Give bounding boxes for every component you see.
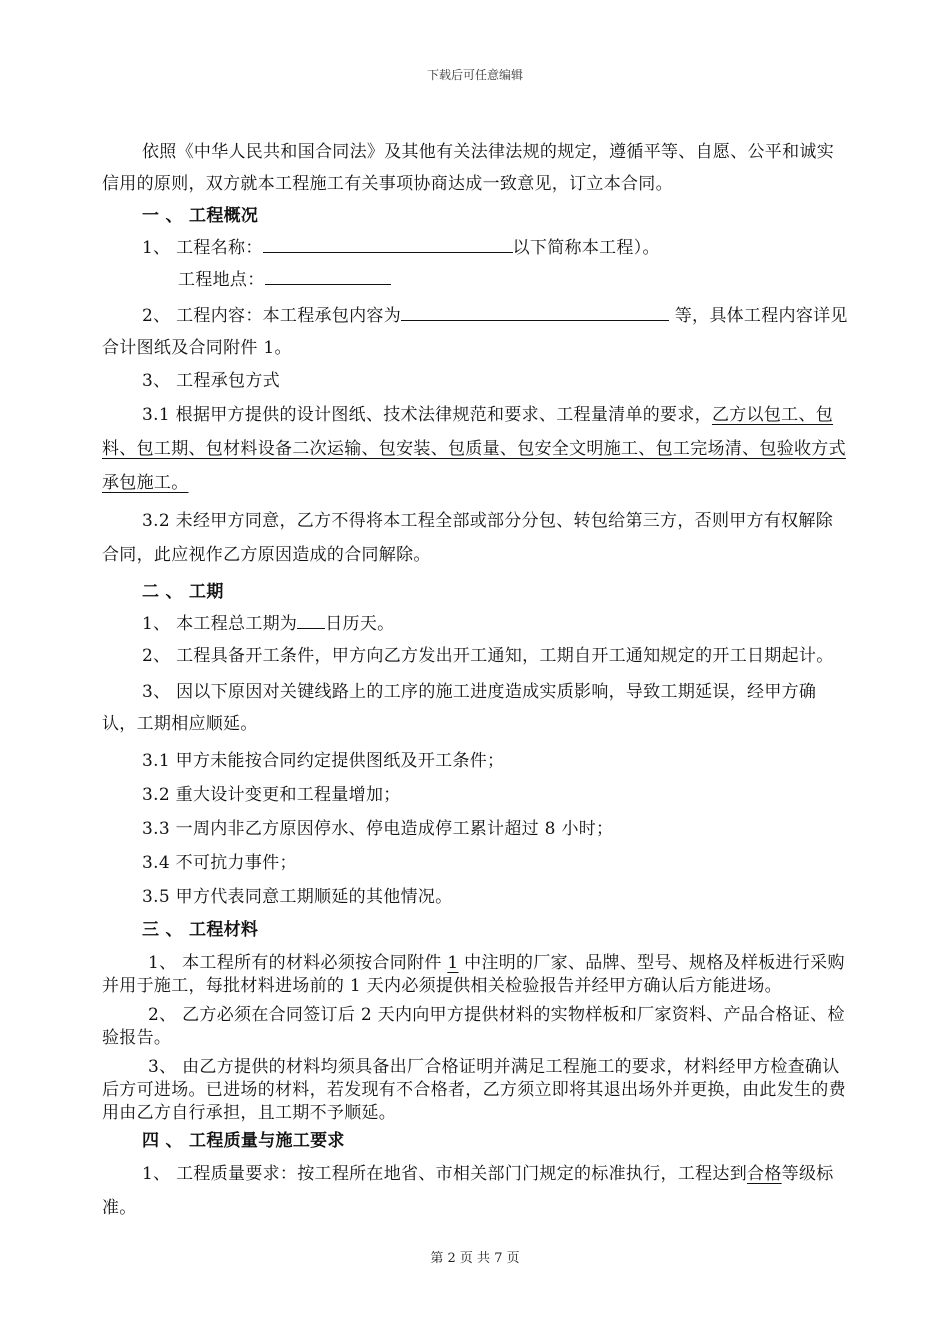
quality-grade: 合格 — [747, 1164, 782, 1184]
materials-clause-1-text: 1、 本工程所有的材料必须按合同附件 — [148, 953, 448, 973]
project-location-label: 工程地点： — [178, 270, 265, 290]
clause-3-1-text: 3.1 根据甲方提供的设计图纸、技术法律规范和要求、工程量清单的要求， — [142, 405, 712, 425]
section-1-title: 一 、 工程概况 — [142, 206, 259, 226]
delay-item-5: 3.5 甲方代表同意工期顺延的其他情况。 — [142, 887, 453, 907]
project-location-blank[interactable] — [265, 268, 391, 285]
section-3-title: 三 、 工程材料 — [142, 920, 259, 940]
project-name-tail: 以下简称本工程）。 — [512, 238, 660, 258]
duration-tail: 日历天。 — [325, 614, 395, 634]
section-2-title: 二 、 工期 — [142, 582, 224, 602]
attachment-number: 1 — [447, 953, 459, 973]
clause-3-1-underlined: 乙方以包工、包料、包工期、包材料设备二次运输、包安装、包质量、包安全文明施工、包工完场清、包验收方式承包施工。 — [102, 405, 846, 493]
document-body — [102, 136, 850, 1225]
page-header: 下载后可任意编辑 — [426, 68, 523, 82]
page-footer: 第 2 页 共 7 页 — [430, 1251, 520, 1266]
delay-paragraph: 3、 因以下原因对关键线路上的工序的施工进度造成实质影响，导致工期延误，经甲方确认，工期相应顺延。 — [102, 682, 817, 734]
project-location-line — [102, 264, 850, 296]
project-name-line — [102, 232, 850, 264]
clause-3-1 — [102, 398, 850, 500]
duration-label: 1、 本工程总工期为 — [142, 614, 298, 634]
duration-blank[interactable] — [297, 612, 325, 629]
delay-item-4: 3.4 不可抗力事件； — [142, 853, 297, 873]
materials-clause-2: 2、 乙方必须在合同签订后 2 天内向甲方提供材料的实物样板和厂家资料、产品合格证、检验报告。 — [102, 1005, 845, 1048]
intro-paragraph: 依照《中华人民共和国合同法》及其他有关法律法规的规定，遵循平等、自愿、公平和诚实信用的原则，双方就本工程施工有关事项协商达成一致意见，订立本合同。 — [102, 142, 834, 194]
quality-clause-1 — [102, 1157, 850, 1225]
delay-item-3: 3.3 一周内非乙方原因停水、停电造成停工累计超过 8 小时； — [142, 819, 614, 839]
delay-item-2: 3.2 重大设计变更和工程量增加； — [142, 785, 401, 805]
delay-item-1: 3.1 甲方未能按合同约定提供图纸及开工条件； — [142, 751, 505, 771]
project-content-blank[interactable] — [401, 304, 669, 321]
quality-clause-1-tail: 等级标准。 — [102, 1164, 834, 1218]
contract-method-heading: 3、 工程承包方式 — [142, 371, 280, 391]
project-name-label: 1、 工程名称： — [142, 238, 263, 258]
project-name-blank[interactable] — [263, 236, 513, 253]
materials-clause-3: 3、 由乙方提供的材料均须具备出厂合格证明并满足工程施工的要求，材料经甲方检查确认后方可进场。已进场的材料，若发现有不合格者，乙方须立即将其退出场外并更换，由此发生的费用由乙方自行承担，且工期不予顺延。 — [102, 1057, 846, 1123]
duration-line — [102, 608, 850, 640]
quality-clause-1-text: 1、 工程质量要求：按工程所在地省、市相关部门门规定的标准执行，工程达到 — [142, 1164, 748, 1184]
project-content-label: 2、 工程内容：本工程承包内容为 — [142, 306, 402, 326]
clause-3-2: 3.2 未经甲方同意，乙方不得将本工程全部或部分分包、转包给第三方，否则甲方有权解除合同，此应视作乙方原因造成的合同解除。 — [102, 511, 834, 565]
start-notice-paragraph: 2、 工程具备开工条件，甲方向乙方发出开工通知，工期自开工通知规定的开工日期起计。 — [142, 646, 834, 666]
materials-clause-1 — [102, 952, 850, 998]
materials-clause-1-tail: 中注明的厂家、品牌、型号、规格及样板进行采购并用于施工，每批材料进场前的 1 天内必须提供相关检验报告并经甲方确认后方能进场。 — [102, 953, 845, 996]
project-content-tail: 等，具体工程内容详见合计图纸及合同附件 1。 — [102, 306, 848, 358]
section-4-title: 四 、 工程质量与施工要求 — [142, 1131, 345, 1151]
project-content-paragraph — [102, 300, 850, 364]
